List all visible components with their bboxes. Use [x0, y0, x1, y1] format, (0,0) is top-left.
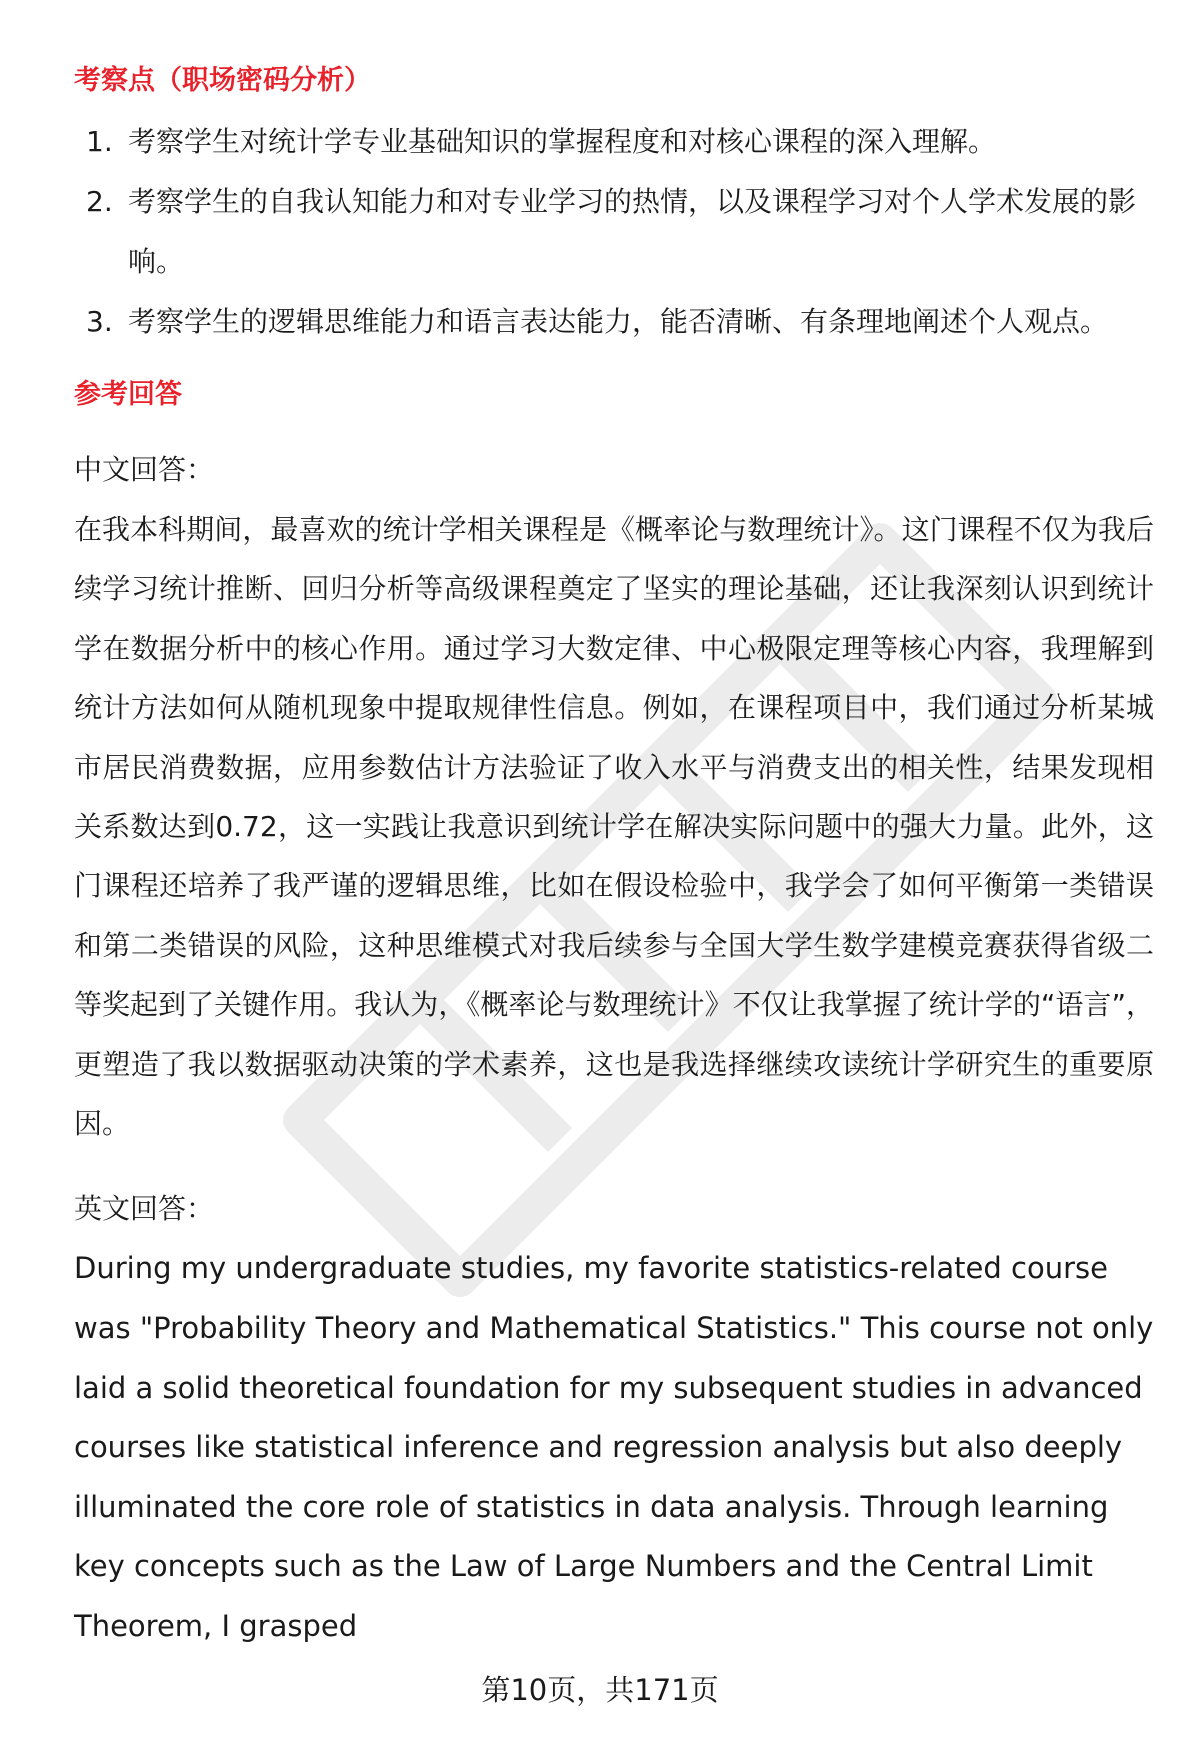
- page-number-footer: 第10页，共171页: [481, 1673, 719, 1707]
- list-item: [74, 172, 1154, 292]
- exam-points-list: [74, 112, 1154, 352]
- list-item-text: 考察学生对统计学专业基础知识的掌握程度和对核心课程的深入理解。: [128, 125, 997, 158]
- document-content: [74, 56, 1154, 1657]
- list-item: [74, 292, 1154, 352]
- list-item-text: 考察学生的自我认知能力和对专业学习的热情，以及课程学习对个人学术发展的影响。: [128, 185, 1137, 278]
- reference-answer-heading: 参考回答: [74, 379, 182, 410]
- list-item-number: 3.: [86, 305, 113, 338]
- chinese-answer-label: 中文回答：: [74, 453, 215, 486]
- list-item-number: 2.: [86, 185, 113, 218]
- exam-points-heading: 考察点（职场密码分析）: [74, 65, 371, 96]
- list-item-text: 考察学生的逻辑思维能力和语言表达能力，能否清晰、有条理地阐述个人观点。: [128, 305, 1109, 338]
- english-answer-label: 英文回答：: [74, 1192, 215, 1226]
- list-item-number: 1.: [86, 125, 113, 158]
- chinese-answer-text: 在我本科期间，最喜欢的统计学相关课程是《概率论与数理统计》。这门课程不仅为我后续学习统计推断、回归分析等高级课程奠定了坚实的理论基础，还让我深刻认识到统计学在数据分析中的核心作用。通过学习大数定律、中心极限定理等核心内容，我理解到统计方法如何从随机现象中提取规律性信息。例如，在课程项目中，我们通过分析某城市居民消费数据，应用参数估计方法验证了收入水平与消费支出的相关性，结果发现相关系数达到0.72，这一实践让我意识到统计学在解决实际问题中的强大力量。此外，这门课程还培养了我严谨的逻辑思维，比如在假设检验中，我学会了如何平衡第一类错误和第二类错误的风险，这种思维模式对我后续参与全国大学生数学建模竞赛获得省级二等奖起到了关键作用。我认为，《概率论与数理统计》不仅让我掌握了统计学的“语言”，更塑造了我以数据驱动决策的学术素养，这也是我选择继续攻读统计学研究生的重要原因。: [74, 513, 1154, 1141]
- list-item: [74, 112, 1154, 172]
- english-answer-text: During my undergraduate studies, my favorite statistics-related course was "Probability Theory and Mathematical Statistics." This course not only laid a solid theoretical foundation for my subsequent studies in advanced courses like statistical inference and regression analysis but also deeply illuminated the core role of statistics in data analysis. Through learning key concepts such as the Law of Large Numbers and the Central Limit Theorem, I grasped: [74, 1251, 1154, 1644]
